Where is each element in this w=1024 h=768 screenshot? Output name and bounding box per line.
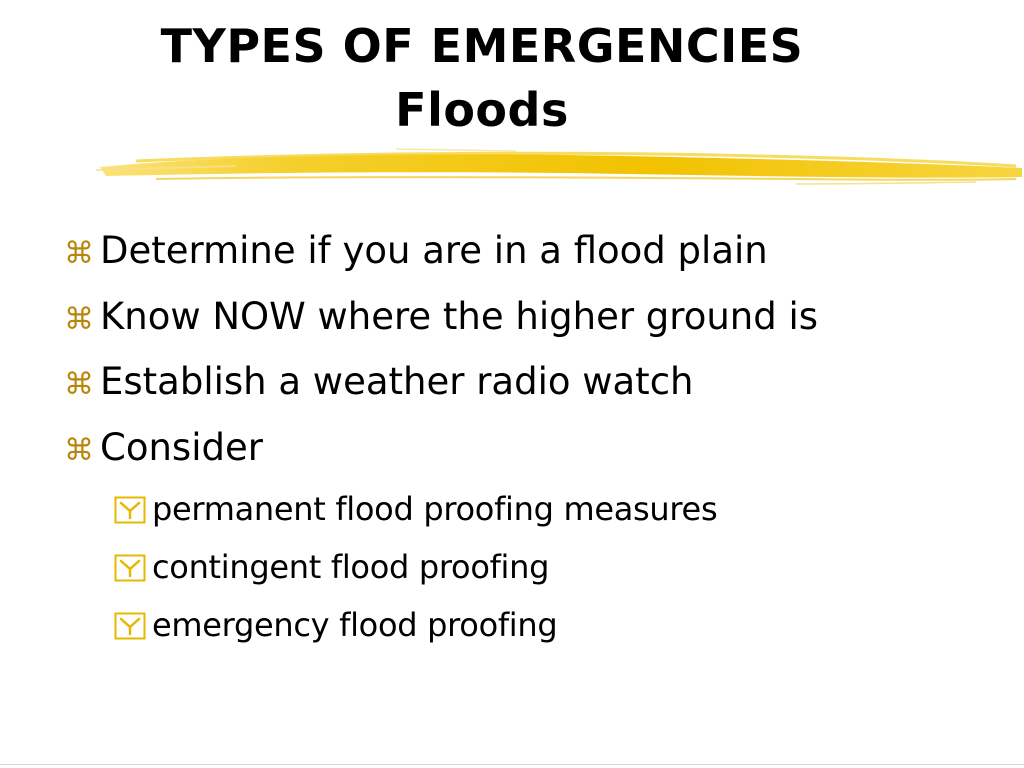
title-line-1: TYPES OF EMERGENCIES — [160, 19, 804, 73]
sub-bullet-text: contingent flood proofing — [152, 548, 550, 586]
sub-bullet-text: emergency flood proofing — [152, 606, 558, 644]
checkbox-y-icon — [114, 612, 146, 640]
bullet-list — [64, 218, 1004, 654]
command-key-icon: ⌘ — [64, 367, 94, 402]
bullet-item — [64, 218, 1004, 284]
yellow-brush-stroke-divider — [96, 146, 1024, 192]
slide-title — [0, 14, 964, 142]
command-key-icon: ⌘ — [64, 301, 94, 337]
bullet-text: Know NOW where the higher ground is — [100, 294, 819, 338]
bullet-text: Determine if you are in a flood plain — [100, 229, 768, 272]
checkbox-y-icon — [114, 554, 146, 582]
sub-bullet-text: permanent flood proofing measures — [152, 490, 718, 528]
title-line-2: Floods — [395, 83, 569, 137]
bullet-item — [64, 415, 1004, 481]
sub-bullet-item — [114, 480, 1004, 538]
sub-bullet-item — [114, 596, 1004, 654]
bullet-item — [64, 349, 1004, 415]
bullet-text: Establish a weather radio watch — [100, 360, 694, 403]
command-key-icon: ⌘ — [64, 432, 94, 468]
bottom-divider — [0, 764, 1024, 765]
sub-bullet-item — [114, 538, 1004, 596]
bullet-text: Consider — [100, 425, 263, 469]
bullet-item — [64, 284, 1004, 350]
checkbox-y-icon — [114, 496, 146, 524]
command-key-icon: ⌘ — [64, 236, 94, 271]
